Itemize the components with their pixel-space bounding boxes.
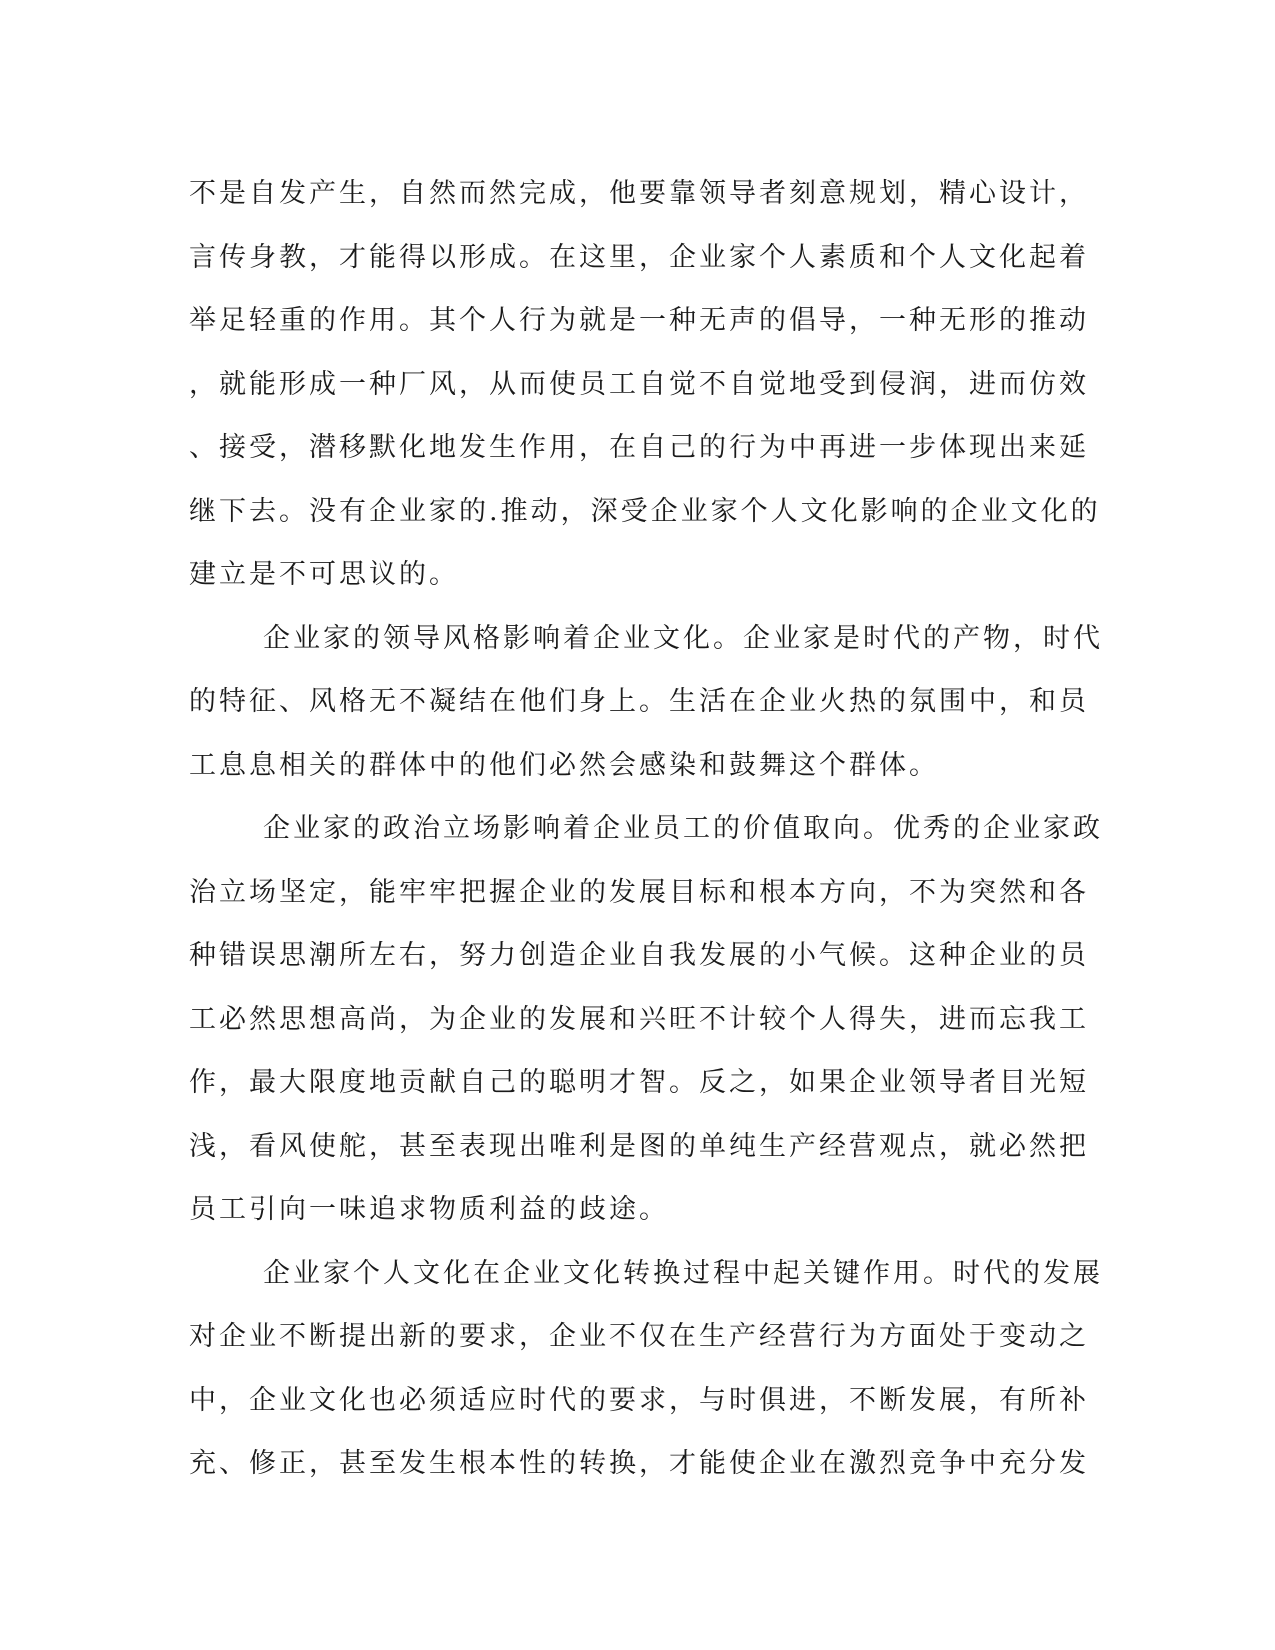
text-line: 建立是不可思议的。 <box>189 559 459 590</box>
paragraph-2 <box>189 607 1103 798</box>
paragraph-1 <box>189 162 1101 607</box>
text-line: 作，最大限度地贡献自己的聪明才智。反之，如果企业领导者目光短 <box>189 1067 1089 1098</box>
body-text <box>189 162 1103 1496</box>
paragraph-3 <box>189 797 1103 1242</box>
text-line: 中，企业文化也必须适应时代的要求，与时俱进，不断发展，有所补 <box>189 1384 1089 1416</box>
text-line: 工息息相关的群体中的他们必然会感染和鼓舞这个群体。 <box>189 749 939 781</box>
text-line: 治立场坚定，能牢牢把握企业的发展目标和根本方向，不为突然和各 <box>189 876 1089 908</box>
text-line: 员工引向一味追求物质利益的歧途。 <box>189 1194 669 1225</box>
text-line: 继下去。没有企业家的.推动，深受企业家个人文化影响的企业文化的 <box>189 495 1101 527</box>
text-line: 浅，看风使舵，甚至表现出唯利是图的单纯生产经营观点，就必然把 <box>189 1130 1089 1162</box>
text-line: 充、修正，甚至发生根本性的转换，才能使企业在激烈竞争中充分发 <box>189 1448 1089 1479</box>
text-line: 工必然思想高尚，为企业的发展和兴旺不计较个人得失，进而忘我工 <box>189 1003 1089 1035</box>
text-line: 对企业不断提出新的要求，企业不仅在生产经营行为方面处于变动之 <box>189 1321 1089 1352</box>
text-line: 举足轻重的作用。其个人行为就是一种无声的倡导，一种无形的推动 <box>189 305 1089 336</box>
text-line: 、接受，潜移默化地发生作用，在自己的行为中再进一步体现出来延 <box>189 432 1089 463</box>
text-line: 的特征、风格无不凝结在他们身上。生活在企业火热的氛围中，和员 <box>189 686 1089 717</box>
paragraph-4 <box>189 1242 1103 1496</box>
text-line: 种错误思潮所左右，努力创造企业自我发展的小气候。这种企业的员 <box>189 940 1089 971</box>
text-line: 企业家个人文化在企业文化转换过程中起关键作用。时代的发展 <box>263 1257 1103 1289</box>
text-line: 不是自发产生，自然而然完成，他要靠领导者刻意规划，精心设计， <box>189 178 1089 209</box>
text-line: 企业家的领导风格影响着企业文化。企业家是时代的产物，时代 <box>263 622 1103 654</box>
text-line: 企业家的政治立场影响着企业员工的价值取向。优秀的企业家政 <box>263 813 1103 844</box>
text-line: ，就能形成一种厂风，从而使员工自觉不自觉地受到侵润，进而仿效 <box>189 368 1089 400</box>
text-line: 言传身教，才能得以形成。在这里，企业家个人素质和个人文化起着 <box>189 241 1089 273</box>
